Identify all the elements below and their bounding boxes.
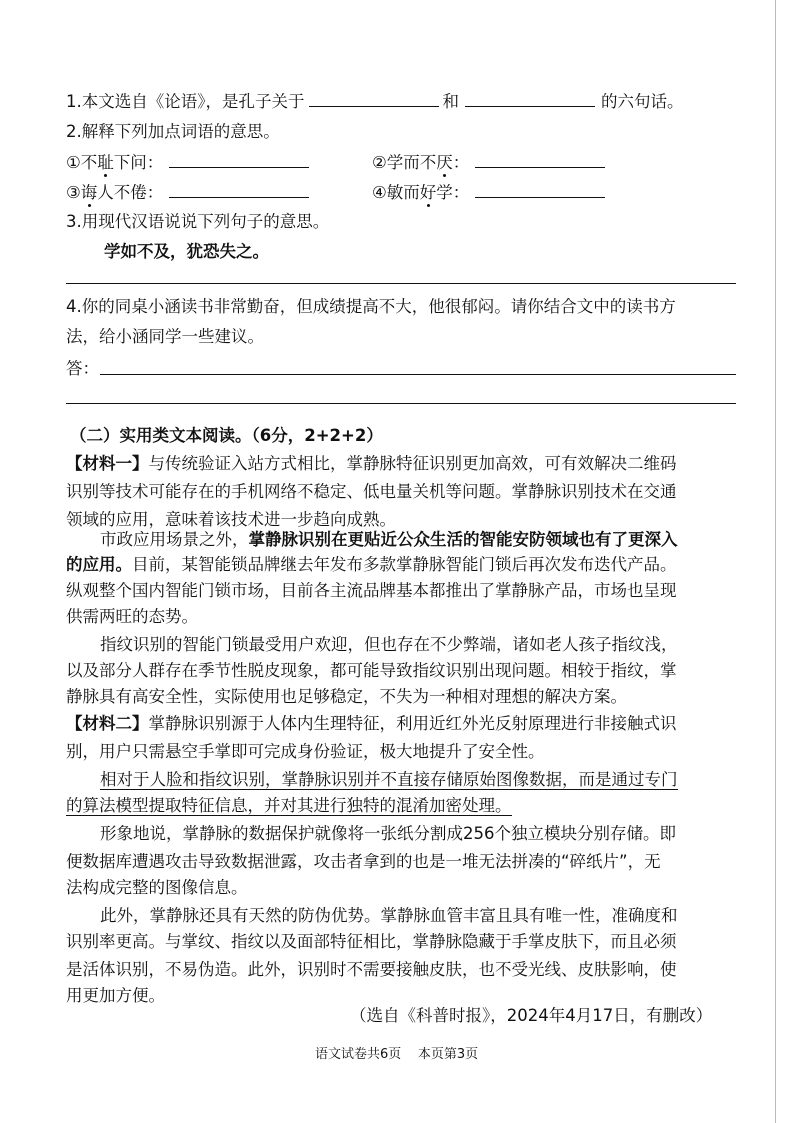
answer-label: 答： [66,359,99,378]
underlined-line-2: 的算法模型提取特征信息，并对其进行独特的混淆加密处理。 [66,796,512,815]
para-3-line-1: 指纹识别的智能门锁最受用户欢迎，但也存在不少弊端，诸如老人孩子指纹浅， [100,635,678,654]
material-2-line-2: 别，用户只需悬空手掌即可完成身份验证，极大地提升了安全性。 [66,742,545,761]
question-4-line-1: 4.你的同桌小涵读书非常勤奋，但成绩提高不大，他很郁闷。请你结合文中的读书方 [66,297,676,316]
para-3-line-2: 以及部分人群存在季节性脱皮现象，都可能导致指纹识别出现问题。相较于指纹，掌 [66,661,677,680]
question-4-line-2: 法，给小涵同学一些建议。 [66,327,264,346]
answer-blank-1[interactable] [309,90,439,107]
para-6-line-3: 法构成完整的图像信息。 [66,878,248,897]
scan-edge-line [775,0,776,1123]
q2-item-3: ③诲人不倦： [66,181,309,204]
para-2-line-2: 的应用。目前，某智能锁品牌继去年发布多款掌静脉智能门锁后再次发布迭代产品。 [66,555,677,574]
section-heading: （二）实用类文本阅读。（6分，2+2+2） [70,426,383,445]
para-7-line-2: 识别率更高。与掌纹、指纹以及面部特征相比，掌静脉隐藏于手掌皮肤下，而且必须 [66,932,677,951]
material-1-line-3: 领域的应用，意味着该技术进一步趋向成熟。 [66,510,396,529]
source-citation: （选自《科普时报》，2024年4月17日，有删改） [350,1006,713,1025]
page-footer: 语文试卷共6页 本页第3页 [315,1047,479,1062]
q2-item-2: ②学而不厌： [372,151,605,174]
q2-blank-2[interactable] [475,151,605,168]
question-2: 2.解释下列加点词语的意思。 [66,122,280,141]
q2-blank-4[interactable] [475,181,605,198]
para-7-line-1: 此外，掌静脉还具有天然的防伪优势。掌静脉血管丰富且具有唯一性，准确度和 [100,906,678,925]
para-7-line-3: 是活体识别，不易伪造。此外，识别时不需要接触皮肤，也不受光线、皮肤影响，使 [66,960,677,979]
para-2-line-1: 市政应用场景之外，掌静脉识别在更贴近公众生活的智能安防领域也有了更深入 [100,530,678,549]
q4-answer-line-2[interactable] [66,403,736,404]
para-2-line-3: 纵观整个国内智能门锁市场，目前各主流品牌基本都推出了掌静脉产品，市场也呈现 [66,581,677,600]
q2-item-4: ④敏而好学： [372,181,605,204]
para-2-line-4: 供需两旺的态势。 [66,607,198,626]
para-6-line-1: 形象地说，掌静脉的数据保护就像将一张纸分割成256个独立模块分别存储。即 [100,824,676,843]
question-3: 3.用现代汉语说说下列句子的意思。 [66,212,330,231]
material-1-line-1: 【材料一】与传统验证入站方式相比，掌静脉特征识别更加高效，可有效解决二维码 [66,454,677,473]
q3-answer-line[interactable] [66,283,736,284]
question-1: 1.本文选自《论语》，是孔子关于 和 的六句话。 [66,92,684,111]
q2-item-1: ①不耻下问： [66,151,309,174]
para-6-line-2: 便数据库遭遇攻击导致数据泄露，攻击者拿到的也是一堆无法拼凑的“碎纸片”，无 [66,852,661,871]
para-7-line-4: 用更加方便。 [66,986,165,1005]
material-2-line-1: 【材料二】掌静脉识别源于人体内生理特征，利用近红外光反射原理进行非接触式识 [66,714,677,733]
q4-answer-line-1[interactable] [100,374,736,375]
answer-blank-2[interactable] [465,90,595,107]
q3-sentence: 学如不及，犹恐失之。 [104,242,269,261]
para-3-line-3: 静脉具有高安全性，实际使用也足够稳定，不失为一种相对理想的解决方案。 [66,687,627,706]
q2-blank-3[interactable] [169,181,309,198]
material-1-line-2: 识别等技术可能存在的手机网络不稳定、低电量关机等问题。掌静脉识别技术在交通 [66,482,677,501]
q2-blank-1[interactable] [169,151,309,168]
underlined-line-1: 相对于人脸和指纹识别，掌静脉识别并不直接存储原始图像数据，而是通过专门 [100,770,678,789]
